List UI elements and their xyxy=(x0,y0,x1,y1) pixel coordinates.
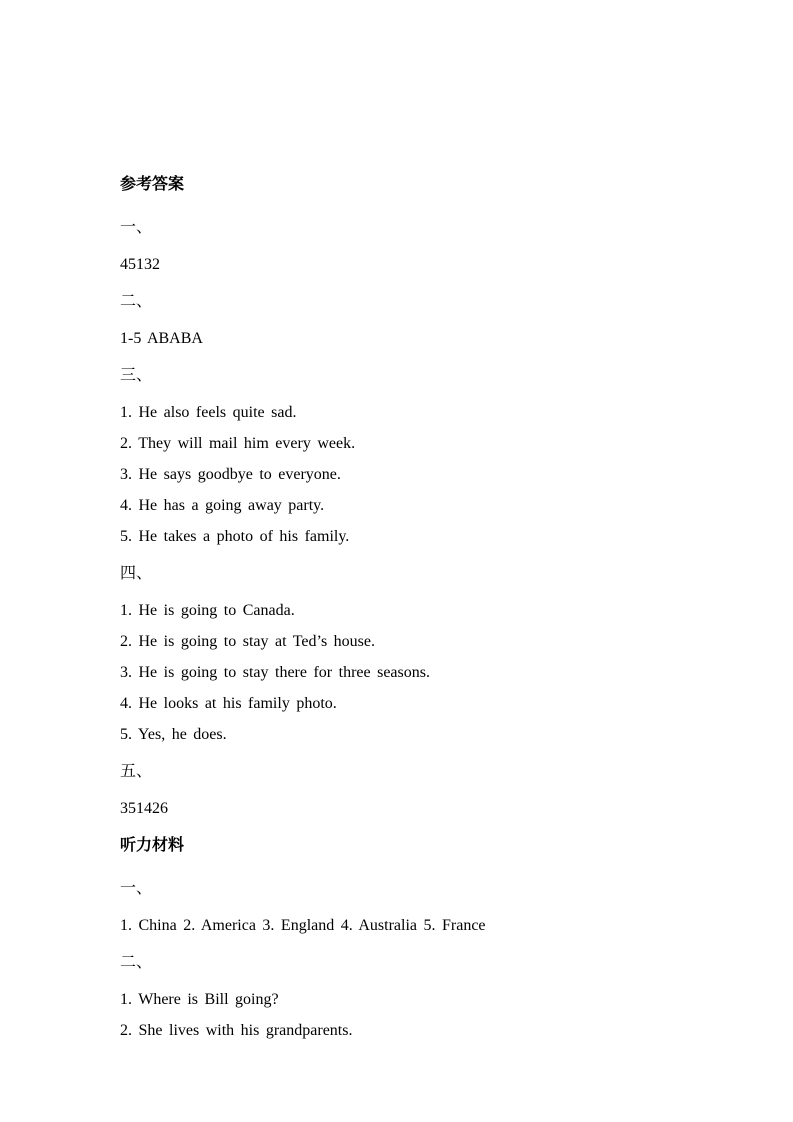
section-3-answer-4: 4. He has a going away party. xyxy=(120,497,325,514)
section-4-answer-1: 1. He is going to Canada. xyxy=(120,602,295,619)
section-4-answer-4: 4. He looks at his family photo. xyxy=(120,695,337,712)
section-4-answer-2: 2. He is going to stay at Ted’s house. xyxy=(120,633,376,650)
section-3-answer-2: 2. They will mail him every week. xyxy=(120,435,356,452)
section-4-heading: 四、 xyxy=(120,565,153,582)
listening-section-1-heading: 一、 xyxy=(120,880,153,897)
section-3-answer-3: 3. He says goodbye to everyone. xyxy=(120,466,341,483)
listening-section-2-heading: 二、 xyxy=(120,954,153,971)
listening-section-2-answer-1: 1. Where is Bill going? xyxy=(120,991,279,1008)
doc-title: 参考答案 xyxy=(120,176,185,193)
section-3-answer-5: 5. He takes a photo of his family. xyxy=(120,528,350,545)
section-4-answer-3: 3. He is going to stay there for three seasons. xyxy=(120,664,430,681)
section-2-heading: 二、 xyxy=(120,293,153,310)
section-1-heading: 一、 xyxy=(120,219,153,236)
listening-title: 听力材料 xyxy=(120,837,185,854)
section-5-answer: 351426 xyxy=(120,800,168,817)
section-1-answer: 45132 xyxy=(120,256,160,273)
section-4-answer-5: 5. Yes, he does. xyxy=(120,726,227,743)
section-5-heading: 五、 xyxy=(120,763,153,780)
listening-section-1-answer: 1. China 2. America 3. England 4. Australia 5. France xyxy=(120,917,486,934)
section-2-answer: 1-5 ABABA xyxy=(120,330,203,347)
listening-section-2-answer-2: 2. She lives with his grandparents. xyxy=(120,1022,353,1039)
section-3-answer-1: 1. He also feels quite sad. xyxy=(120,404,297,421)
section-3-heading: 三、 xyxy=(120,367,153,384)
